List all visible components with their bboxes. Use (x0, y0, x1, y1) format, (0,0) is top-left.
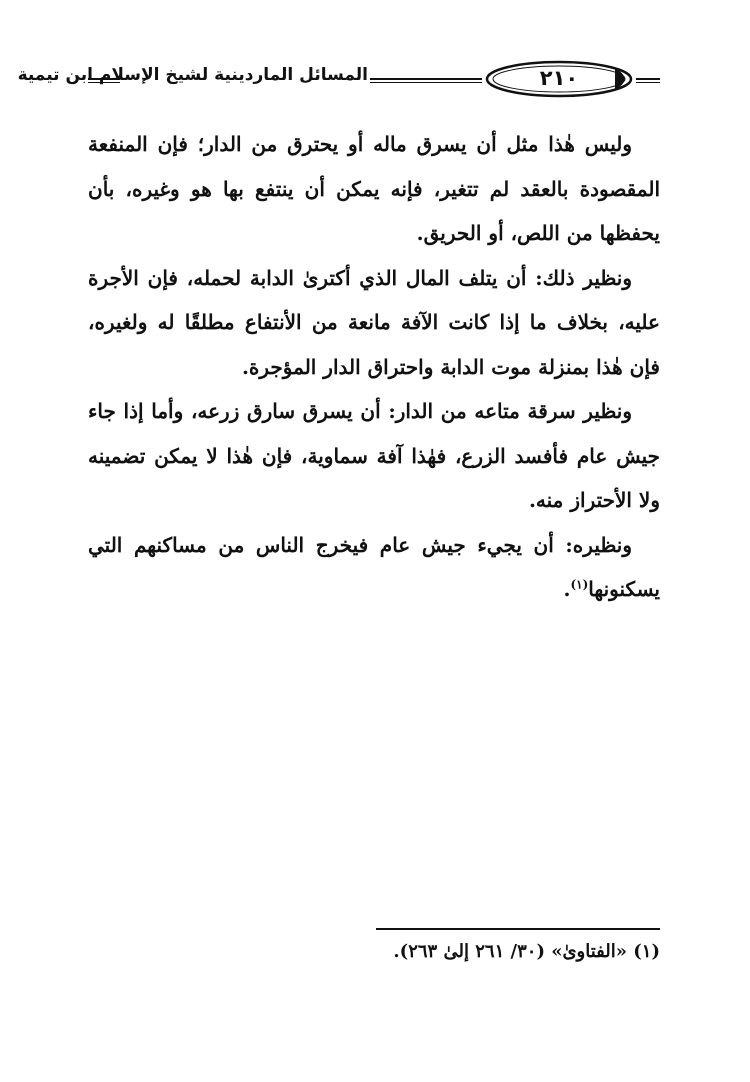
footnote: (١) «الفتاوىٰ» (٣٠/ ٢٦١ إلىٰ ٢٦٣). (393, 941, 660, 962)
page-number-frame (484, 60, 634, 98)
page-number: ٢١٠ (539, 66, 579, 90)
paragraph-end: . (563, 577, 571, 601)
paragraph: ونظير ذلك: أن يتلف المال الذي أكترىٰ الدابة لحمله، فإن الأجرة عليه، بخلاف ما إذا كانت الآفة مانعة من الأنتفاع مطلقًا له ولغيره، فإن هٰذا بمنزلة موت الدابة واحتراق الدار المؤجرة. (88, 265, 660, 379)
footnote-separator (376, 928, 660, 930)
paragraph-text: ونظيره: أن يجيء جيش عام فيخرج الناس من مساكنهم التي يسكنونها (88, 532, 660, 601)
header-rule (370, 78, 482, 83)
header-rule (636, 78, 660, 83)
running-header (17, 58, 660, 102)
paragraph (88, 523, 660, 612)
paragraph: وليس هٰذا مثل أن يسرق ماله أو يحترق من الدار؛ فإن المنفعة المقصودة بالعقد لم تتغير، فإنه يمكن أن ينتفع بها هو وغيره، بأن يحفظها من اللص، أو الحريق. (88, 132, 660, 245)
book-title: المسائل الماردينية لشيخ الإسلام ابن تيمية (17, 65, 368, 85)
footnote-reference: (١) (570, 577, 589, 592)
main-text (88, 122, 660, 612)
paragraph: ونظير سرقة متاعه من الدار: أن يسرق سارق زرعه، وأما إذا جاء جيش عام فأفسد الزرع، فهٰذا آفة سماوية، فإن هٰذا لا يمكن تضمينه ولا الأحتراز منه. (88, 399, 660, 512)
